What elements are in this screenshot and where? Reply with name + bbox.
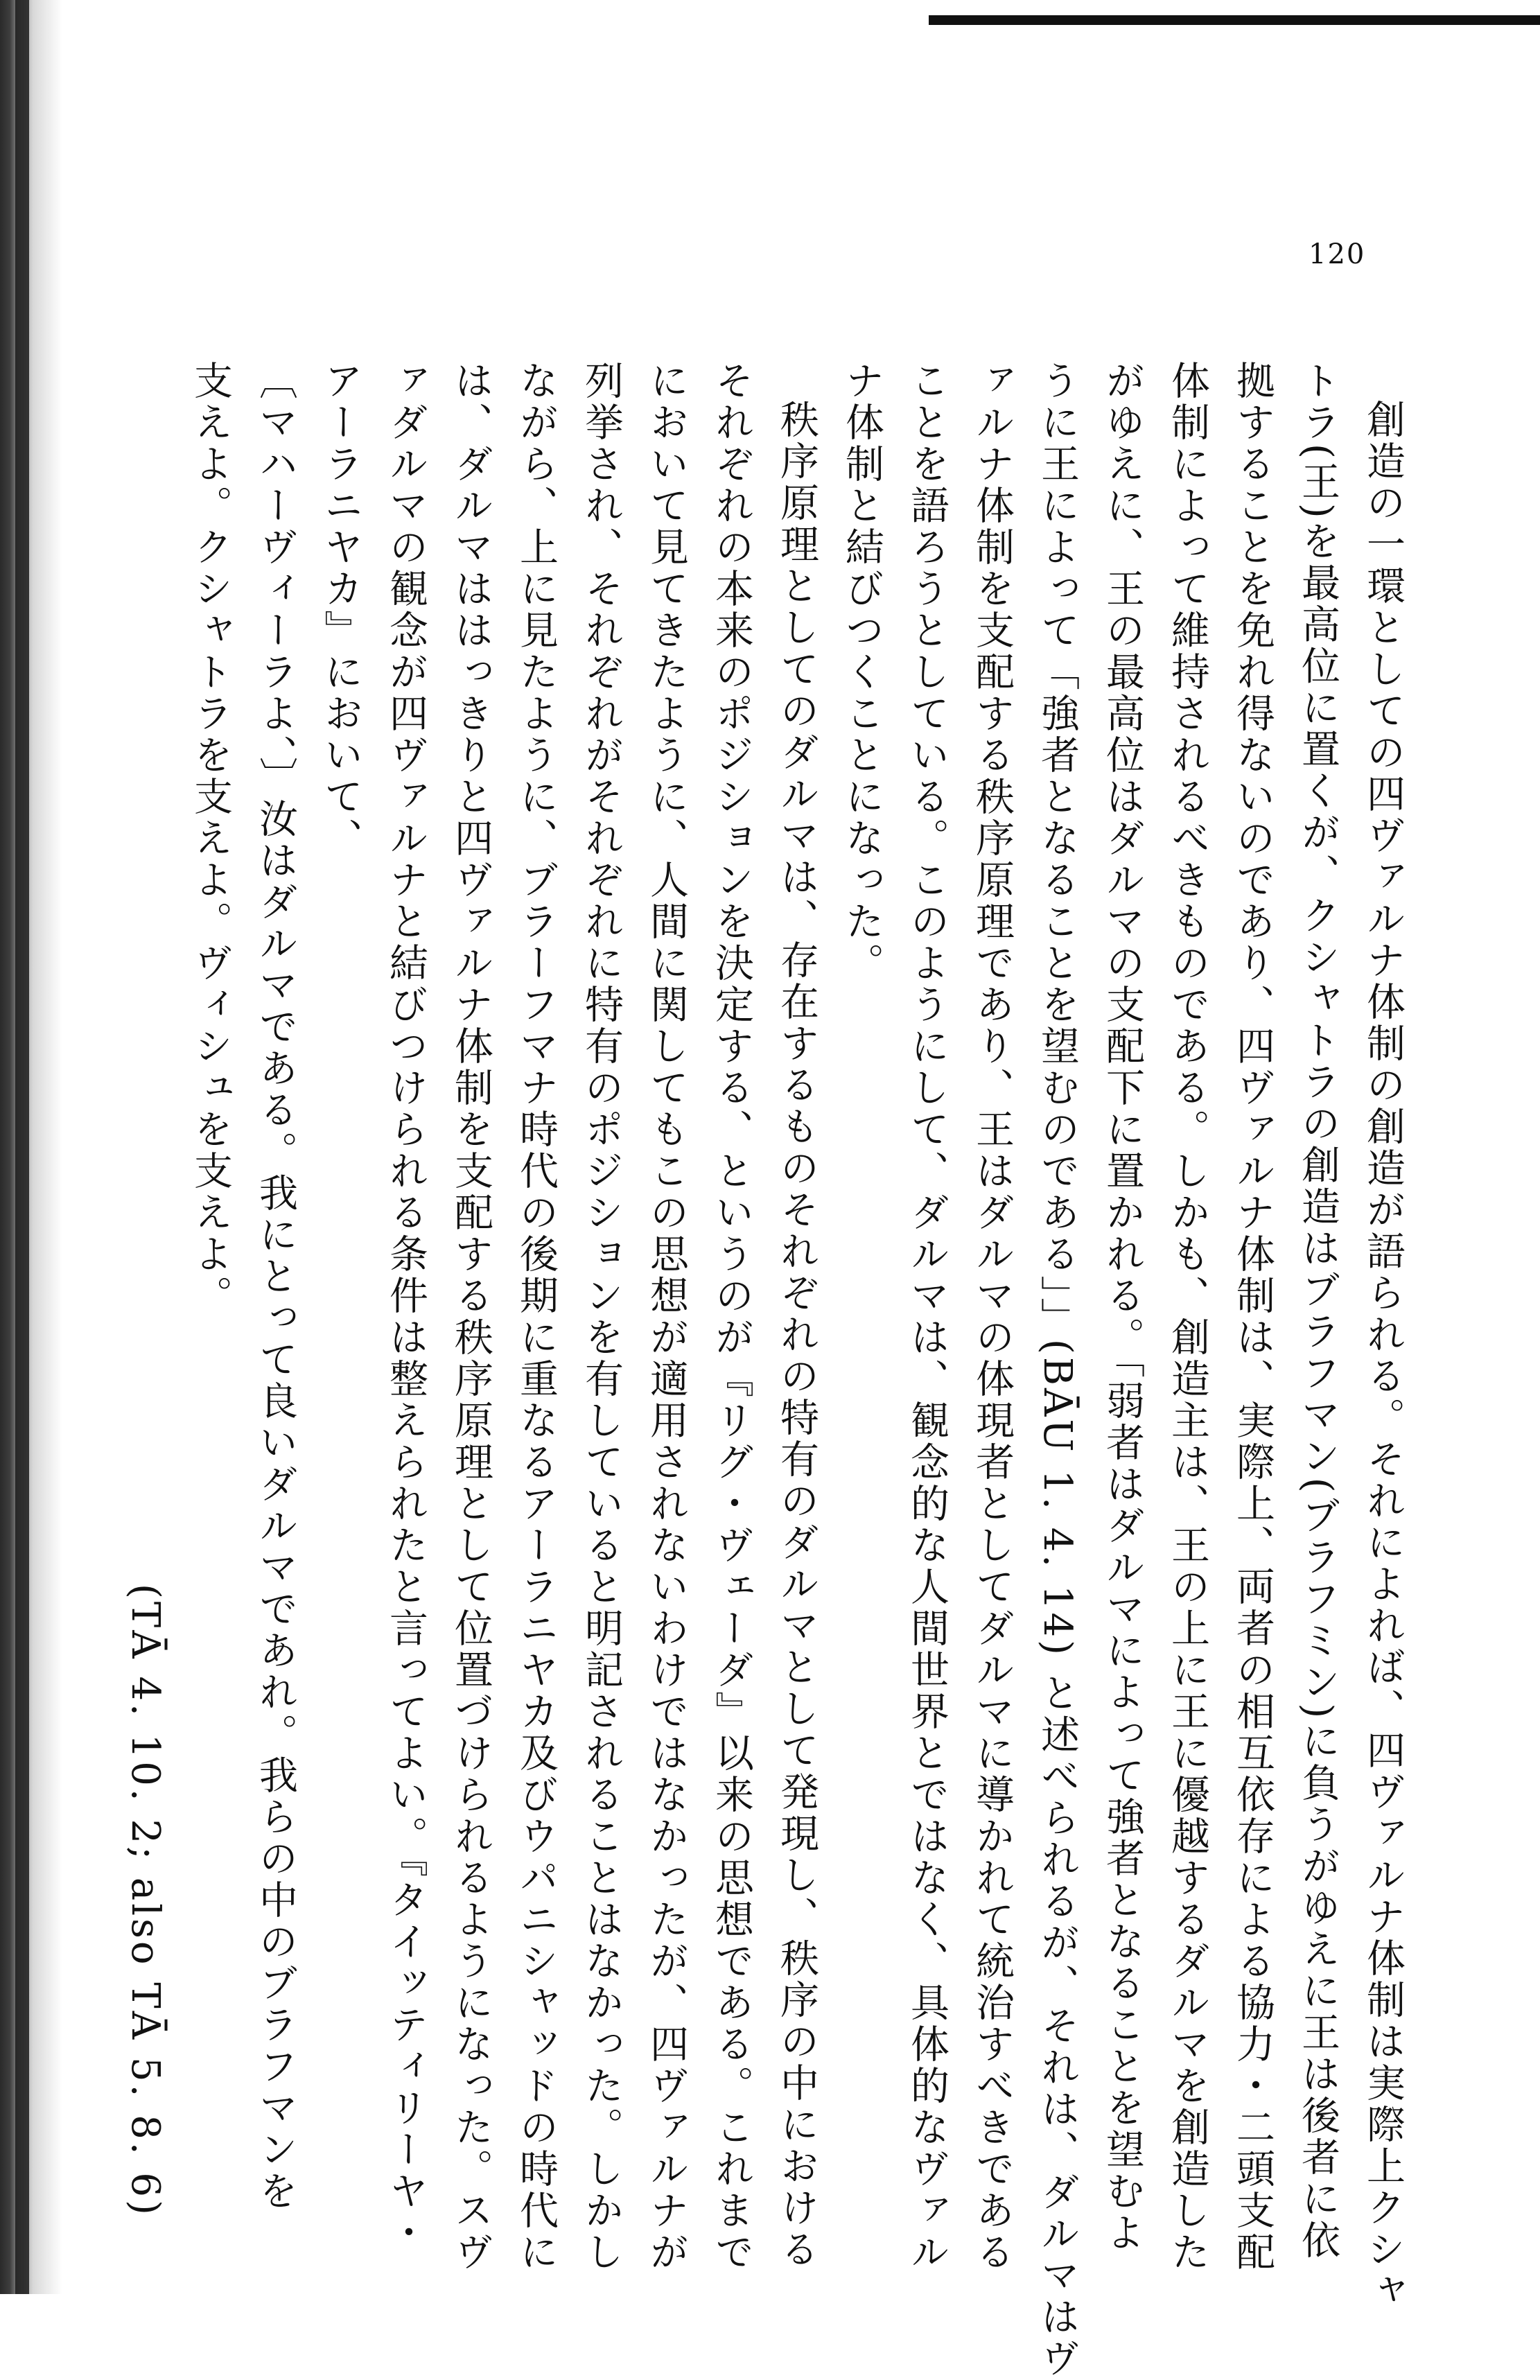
text-line: それぞれの本来のポジションを決定する、というのが『リグ・ヴェーダ』以来の思想である。これまで	[709, 360, 754, 2273]
citation: (TĀ 4. 10. 2; also TĀ 5. 8. 6)	[123, 1584, 168, 2218]
text-line: において見てきたように、人間に関してもこの思想が適用されないわけではなかったが、四ヴァルナが	[644, 360, 689, 2273]
binding-shadow	[0, 0, 62, 2294]
text-line: ながら、上に見たように、ブラーフマナ時代の後期に重なるアーラニヤカ及びウパニシャッドの時代に	[514, 360, 559, 2273]
text-line: ことを語ろうとしている。このようにして、ダルマは、観念的な人間世界とではなく、具体的なヴァル	[904, 360, 950, 2273]
text-line: がゆえに、王の最高位はダルマの支配下に置かれる。「弱者はダルマによって強者となることを望むよ	[1100, 360, 1145, 2254]
text-line: 拠することを免れ得ないのであり、四ヴァルナ体制は、実際上、両者の相互依存による協力・二頭支配	[1230, 360, 1275, 2273]
binding-spine	[15, 0, 29, 2294]
quote-line: 〔マハーヴィーラよ、〕汝はダルマである。我にとって良いダルマであれ。我らの中のブラフマンを	[253, 360, 298, 2212]
text-line: ナ体制と結びつくことになった。	[839, 360, 884, 984]
body-text	[112, 360, 1415, 2380]
text-line: 体制によって維持されるべきものである。しかも、創造主は、王の上に王に優越するダルマを創造した	[1165, 360, 1210, 2273]
quote-line: 支えよ。クシャトラを支えよ。ヴィシュを支えよ。	[188, 360, 233, 1317]
text-line: 創造の一環としての四ヴァルナ体制の創造が語られる。それによれば、四ヴァルナ体制は実際上クシャ	[1360, 399, 1406, 2312]
top-edge-rule	[929, 15, 1540, 25]
text-line: トラ(王)を最高位に置くが、クシャトラの創造はブラフマン(ブラフミン)に負うがゆえに王は後者に依	[1295, 360, 1340, 2262]
text-line: ァルナ体制を支配する秩序原理であり、王はダルマの体現者としてダルマに導かれて統治すべきである	[970, 360, 1015, 2273]
text-line: は、ダルマははっきりと四ヴァルナ体制を支配する秩序原理として位置づけられるようになった。スヴ	[448, 360, 493, 2273]
text-line: ァダルマの観念が四ヴァルナと結びつけられる条件は整えられたと言ってよい。『タイッティリーヤ・	[383, 360, 428, 2254]
text-line: うに王によって「強者となることを望むのである」」(BĀU 1. 4. 14) と述べられるが、それは、ダルマはヴ	[1035, 360, 1080, 2380]
text-line: 列挙され、それぞれがそれぞれに特有のポジションを有していると明記されることはなかった。しかし	[579, 360, 624, 2273]
text-line: 秩序原理としてのダルマは、存在するものそれぞれの特有のダルマとして発現し、秩序の中における	[774, 399, 819, 2270]
text-line: アーラニヤカ』において、	[318, 360, 363, 859]
page-number: 120	[1309, 238, 1366, 270]
